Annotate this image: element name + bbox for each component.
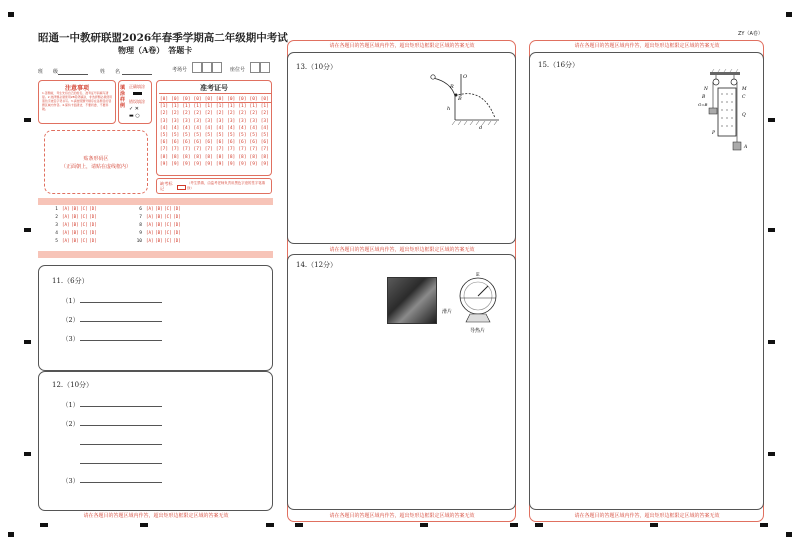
q12-part-3: （3） — [62, 477, 80, 485]
class-field[interactable] — [58, 74, 88, 75]
ticket-digit-bubble[interactable]: [3] — [238, 118, 247, 124]
ticket-digit-bubble[interactable]: [7] — [171, 147, 180, 153]
mc-option-bubble[interactable]: [A] — [62, 214, 70, 219]
ticket-digit-bubble[interactable]: [4] — [260, 125, 269, 131]
q11-part-1: （1） — [62, 297, 80, 305]
timing-mark — [24, 118, 31, 122]
timing-mark — [768, 340, 775, 344]
ticket-digit-column[interactable] — [249, 96, 259, 168]
ticket-digit-bubble[interactable]: [6] — [204, 140, 213, 146]
mc-option-bubble[interactable]: [A] — [146, 214, 154, 219]
correct-fill-mark — [133, 92, 142, 95]
ticket-digit-column[interactable] — [181, 96, 191, 168]
mc-option-bubble[interactable]: [A] — [146, 238, 154, 243]
ticket-digit-bubble[interactable]: [3] — [215, 118, 225, 124]
mc-option-bubble[interactable]: [D] — [89, 222, 97, 227]
mc-option-bubble[interactable]: [D] — [89, 206, 97, 211]
multiple-choice-block — [38, 206, 273, 248]
mc-row — [128, 214, 182, 220]
q11-answer-line-2[interactable] — [80, 321, 162, 322]
ticket-digit-bubble[interactable]: [9] — [215, 161, 225, 167]
ticket-digit-bubble[interactable]: [0] — [204, 97, 213, 102]
ticket-digit-bubble[interactable]: [7] — [204, 147, 213, 153]
mc-question-number: 10 — [136, 239, 142, 244]
ticket-digit-bubble[interactable]: [8] — [204, 154, 213, 160]
registration-mark — [786, 12, 792, 17]
ticket-digit-bubble[interactable]: [2] — [249, 111, 258, 117]
mc-question-number: 2 — [55, 215, 58, 220]
timing-mark — [768, 118, 775, 122]
ticket-digit-bubble[interactable]: [4] — [193, 125, 202, 131]
mc-option-bubble[interactable]: [A] — [62, 230, 70, 235]
ticket-digit-bubble[interactable]: [1] — [249, 104, 258, 110]
q12-part-1: （1） — [62, 401, 80, 409]
q15-label-q: Q — [742, 113, 746, 118]
timing-mark — [535, 523, 543, 527]
wrong-fill-label: 错误填涂 — [129, 99, 145, 104]
ticket-title: 准考证号 — [200, 84, 228, 92]
mc-option-bubble[interactable]: [A] — [62, 206, 70, 211]
ticket-digit-bubble[interactable]: [2] — [193, 111, 202, 117]
answer-zone-warning: 请在各题目的答题区域内作答，超出矩形边框限定区域的答案无效 — [329, 247, 475, 253]
q13-label-d: d — [479, 125, 483, 130]
ticket-digit-bubble[interactable]: [2] — [182, 111, 191, 117]
ticket-digit-bubble[interactable]: [1] — [260, 104, 269, 110]
ticket-digit-bubble[interactable]: [6] — [193, 140, 202, 146]
mc-footer-band — [38, 251, 273, 258]
ticket-digit-bubble[interactable]: [2] — [215, 111, 225, 117]
ticket-digit-column[interactable] — [215, 96, 225, 168]
seat-no-box[interactable] — [250, 62, 260, 73]
ticket-digit-bubble[interactable]: [3] — [193, 118, 202, 124]
mc-question-number: 8 — [139, 223, 142, 228]
absent-label: 缺考标记 — [160, 181, 173, 191]
mc-option-bubble[interactable]: [D] — [173, 214, 181, 219]
ticket-digit-bubble[interactable]: [0] — [238, 97, 247, 102]
absent-bubble[interactable] — [177, 185, 186, 190]
q14-gauge-diagram — [440, 270, 510, 335]
q12-panel — [38, 371, 273, 511]
class-label: 班 级 — [38, 69, 59, 75]
mc-row — [128, 230, 182, 236]
q12-title: 12.（10分） — [52, 381, 94, 389]
mc-option-bubble[interactable]: [D] — [173, 238, 181, 243]
mc-option-bubble[interactable]: [C] — [164, 222, 172, 227]
absent-box — [156, 178, 272, 194]
ticket-digit-bubble[interactable]: [8] — [215, 154, 225, 160]
mc-option-bubble[interactable]: [C] — [80, 238, 88, 243]
q15-label-c: C — [742, 95, 746, 100]
q15-label-gb: G=B — [698, 102, 708, 107]
notes-box — [38, 80, 116, 124]
ticket-digit-bubble[interactable]: [1] — [215, 104, 225, 110]
timing-mark — [24, 228, 31, 232]
ticket-digit-bubble[interactable]: [6] — [215, 140, 225, 146]
ticket-digit-bubble[interactable]: [1] — [238, 104, 247, 110]
q13-label-r: R — [450, 84, 454, 90]
ticket-digit-bubble[interactable]: [2] — [238, 111, 247, 117]
timing-mark — [650, 523, 658, 527]
timing-mark — [760, 523, 768, 527]
timing-mark — [266, 523, 274, 527]
answer-zone-warning: 请在各题目的答题区域内作答，超出矩形边框限定区域的答案无效 — [83, 513, 229, 519]
ticket-digit-bubble[interactable]: [6] — [171, 140, 180, 146]
mc-option-bubble[interactable]: [A] — [146, 230, 154, 235]
mc-option-bubble[interactable]: [C] — [164, 238, 172, 243]
mc-option-bubble[interactable]: [A] — [62, 222, 70, 227]
mc-question-number: 6 — [139, 207, 142, 212]
answer-zone-warning: 请在各题目的答题区域内作答，超出矩形边框限定区域的答案无效 — [574, 43, 720, 49]
mc-option-bubble[interactable]: [B] — [155, 206, 163, 211]
mc-option-bubble[interactable]: [B] — [155, 222, 163, 227]
exam-no-label: 考场号 — [172, 67, 188, 73]
absent-note: （考生禁填，由监考老师负责用黑色字迹的签字笔填涂） — [187, 181, 265, 190]
seat-no-label: 座位号 — [230, 67, 246, 73]
ticket-digit-bubble[interactable]: [0] — [182, 97, 191, 102]
ticket-digit-bubble[interactable]: [9] — [193, 161, 202, 167]
q15-label-n: N — [704, 87, 708, 92]
mc-option-bubble[interactable]: [A] — [146, 206, 154, 211]
mc-row — [44, 222, 98, 228]
wrong-fill-marks: ✓ ✕ ▬ ○ — [129, 106, 140, 119]
ticket-digit-bubble[interactable]: [7] — [182, 147, 191, 153]
ticket-digit-bubble[interactable]: [8] — [182, 154, 191, 160]
mc-question-number: 7 — [139, 215, 142, 220]
ticket-digit-bubble[interactable]: [3] — [171, 118, 180, 124]
ticket-digit-bubble[interactable]: [0] — [249, 97, 258, 102]
exam-title: 昭通一中教研联盟2026年春季学期高二年级期中考试 — [38, 32, 288, 44]
ticket-digit-bubble[interactable]: [9] — [260, 161, 269, 167]
mc-option-bubble[interactable]: [D] — [89, 214, 97, 219]
mc-option-bubble[interactable]: [B] — [71, 214, 79, 219]
mc-option-bubble[interactable]: [B] — [155, 230, 163, 235]
ticket-digit-bubble[interactable]: [6] — [227, 140, 236, 146]
answer-zone-warning: 请在各题目的答题区域内作答，超出矩形边框限定区域的答案无效 — [329, 43, 475, 49]
ticket-digit-columns[interactable] — [158, 96, 270, 174]
ticket-digit-bubble[interactable]: [3] — [260, 118, 269, 124]
ticket-digit-bubble[interactable]: [9] — [227, 161, 236, 167]
q15-label-m: M — [742, 87, 747, 92]
ticket-digit-bubble[interactable]: [4] — [227, 125, 236, 131]
mc-option-bubble[interactable]: [C] — [164, 206, 172, 211]
fill-example-box — [118, 80, 152, 124]
ticket-digit-bubble[interactable]: [7] — [227, 147, 236, 153]
name-field[interactable] — [122, 74, 152, 75]
mc-question-number: 4 — [55, 231, 58, 236]
ticket-digit-column[interactable] — [226, 96, 236, 168]
q12-answer-line-2b[interactable] — [80, 444, 162, 445]
q11-answer-line-1[interactable] — [80, 302, 162, 303]
ticket-digit-bubble[interactable]: [6] — [182, 140, 191, 146]
name-label: 姓 名 — [100, 69, 121, 75]
ticket-digit-bubble[interactable]: [4] — [249, 125, 258, 131]
ticket-digit-column[interactable] — [193, 96, 203, 168]
ticket-digit-bubble[interactable]: [6] — [159, 140, 169, 146]
mc-option-bubble[interactable]: [B] — [71, 230, 79, 235]
ticket-digit-bubble[interactable]: [1] — [171, 104, 180, 110]
notes-body: 1.答题前，考生先将自己的姓名、准考证号码填写清楚。2.选择题必须使用2B铅笔填涂，非选择题必须使用黑色字迹签字笔书写。3.请按照题号顺序在各题目的答题区域内作答。4.保持卡面清洁，不要折叠、不要弄破。 — [42, 91, 113, 111]
q13-label-b: B — [458, 96, 462, 102]
mc-option-bubble[interactable]: [C] — [80, 206, 88, 211]
barcode-instruction: （正面朝上，请贴在虚线框内） — [60, 164, 131, 170]
mc-option-bubble[interactable]: [A] — [62, 238, 70, 243]
ticket-digit-bubble[interactable]: [8] — [159, 154, 169, 160]
q14-label-plate: 导热片 — [470, 328, 486, 334]
mc-option-bubble[interactable]: [D] — [89, 238, 97, 243]
mc-question-number: 9 — [139, 231, 142, 236]
ticket-digit-bubble[interactable]: [5] — [204, 133, 213, 139]
exam-no-box[interactable] — [212, 62, 222, 73]
timing-mark — [510, 523, 518, 527]
answer-zone-warning: 请在各题目的答题区域内作答，超出矩形边框限定区域的答案无效 — [329, 513, 475, 519]
ticket-digit-bubble[interactable]: [6] — [238, 140, 247, 146]
ticket-digit-bubble[interactable]: [8] — [193, 154, 202, 160]
ticket-digit-bubble[interactable]: [7] — [249, 147, 258, 153]
ticket-digit-bubble[interactable]: [7] — [260, 147, 269, 153]
mc-option-bubble[interactable]: [B] — [71, 238, 79, 243]
q12-answer-line-3[interactable] — [80, 482, 162, 483]
q12-part-2: （2） — [62, 420, 80, 428]
ticket-digit-bubble[interactable]: [5] — [193, 133, 202, 139]
mc-option-bubble[interactable]: [C] — [164, 214, 172, 219]
q11-answer-line-3[interactable] — [80, 340, 162, 341]
ticket-digit-bubble[interactable]: [9] — [171, 161, 180, 167]
q11-part-3: （3） — [62, 335, 80, 343]
ticket-digit-bubble[interactable]: [5] — [238, 133, 247, 139]
ticket-digit-bubble[interactable]: [0] — [171, 97, 180, 102]
ticket-digit-bubble[interactable]: [3] — [227, 118, 236, 124]
ticket-digit-bubble[interactable]: [2] — [171, 111, 180, 117]
ticket-digit-bubble[interactable]: [7] — [159, 147, 169, 153]
mc-option-bubble[interactable]: [B] — [155, 238, 163, 243]
q11-title: 11.（6分） — [52, 277, 89, 285]
registration-mark — [8, 12, 14, 17]
mc-option-bubble[interactable]: [A] — [146, 222, 154, 227]
q13-label-o: O — [463, 74, 468, 80]
ticket-digit-bubble[interactable]: [5] — [182, 133, 191, 139]
notes-title: 注意事项 — [64, 85, 89, 92]
registration-mark — [8, 532, 14, 537]
ticket-digit-column[interactable] — [237, 96, 247, 168]
answer-zone-warning: 请在各题目的答题区域内作答，超出矩形边框限定区域的答案无效 — [574, 513, 720, 519]
timing-mark — [140, 523, 148, 527]
mc-option-bubble[interactable]: [C] — [164, 230, 172, 235]
timing-mark — [768, 452, 775, 456]
ticket-digit-bubble[interactable]: [8] — [171, 154, 180, 160]
mc-row — [128, 206, 182, 212]
ticket-digit-bubble[interactable]: [0] — [215, 97, 225, 102]
ticket-digit-bubble[interactable]: [3] — [159, 118, 169, 124]
mc-row — [44, 214, 98, 220]
exam-no-box[interactable] — [192, 62, 202, 73]
ticket-digit-bubble[interactable]: [8] — [227, 154, 236, 160]
correct-fill-label: 正确填涂 — [129, 84, 145, 89]
ticket-digit-bubble[interactable]: [5] — [159, 133, 169, 139]
ticket-digit-bubble[interactable]: [1] — [204, 104, 213, 110]
q12-answer-line-2[interactable] — [80, 425, 162, 426]
ticket-digit-column[interactable] — [170, 96, 180, 168]
ticket-digit-bubble[interactable]: [4] — [204, 125, 213, 131]
ticket-digit-bubble[interactable]: [7] — [215, 147, 225, 153]
ticket-digit-bubble[interactable]: [1] — [159, 104, 169, 110]
ticket-digit-bubble[interactable]: [0] — [260, 97, 269, 102]
ticket-digit-bubble[interactable]: [2] — [204, 111, 213, 117]
ticket-digit-bubble[interactable]: [4] — [182, 125, 191, 131]
timing-mark — [24, 340, 31, 344]
corner-code: ZY（A卷） — [738, 31, 763, 37]
q13-diagram — [425, 68, 505, 130]
ticket-digit-bubble[interactable]: [5] — [171, 133, 180, 139]
mc-option-bubble[interactable]: [B] — [71, 222, 79, 227]
ticket-digit-bubble[interactable]: [2] — [260, 111, 269, 117]
ticket-digit-bubble[interactable]: [2] — [159, 111, 169, 117]
mc-question-number: 3 — [55, 223, 58, 228]
ticket-digit-column[interactable] — [159, 96, 169, 168]
timing-mark — [420, 523, 428, 527]
seat-no-box[interactable] — [260, 62, 270, 73]
mc-option-bubble[interactable]: [D] — [89, 230, 97, 235]
ticket-digit-bubble[interactable]: [3] — [204, 118, 213, 124]
q15-diagram — [698, 68, 756, 158]
ticket-digit-bubble[interactable]: [1] — [193, 104, 202, 110]
ticket-digit-bubble[interactable]: [6] — [249, 140, 258, 146]
q13-label-h: h — [447, 106, 451, 112]
mc-question-number: 5 — [55, 239, 58, 244]
registration-mark — [786, 532, 792, 537]
q15-label-a: A — [744, 145, 748, 150]
ticket-digit-bubble[interactable]: [4] — [215, 125, 225, 131]
q13-title: 13.（10分） — [296, 63, 338, 71]
ticket-digit-bubble[interactable]: [7] — [193, 147, 202, 153]
ticket-digit-bubble[interactable]: [5] — [260, 133, 269, 139]
ticket-digit-column[interactable] — [204, 96, 214, 168]
q15-title: 15.（16分） — [538, 61, 580, 69]
ticket-digit-bubble[interactable]: [9] — [249, 161, 258, 167]
ticket-digit-column[interactable] — [260, 96, 270, 168]
ticket-digit-bubble[interactable]: [1] — [182, 104, 191, 110]
mc-option-bubble[interactable]: [B] — [155, 214, 163, 219]
exam-no-box[interactable] — [202, 62, 212, 73]
q14-photo — [387, 277, 437, 324]
mc-option-bubble[interactable]: [C] — [80, 214, 88, 219]
mc-question-number: 1 — [55, 207, 58, 212]
ticket-digit-bubble[interactable]: [6] — [260, 140, 269, 146]
barcode-label: 贴条形码区 — [83, 156, 109, 162]
ticket-digit-bubble[interactable]: [9] — [159, 161, 169, 167]
ticket-digit-bubble[interactable]: [4] — [171, 125, 180, 131]
q12-answer-line-1[interactable] — [80, 406, 162, 407]
mc-row — [128, 238, 182, 244]
ticket-digit-bubble[interactable]: [4] — [238, 125, 247, 131]
ticket-digit-bubble[interactable]: [0] — [193, 97, 202, 102]
ticket-digit-bubble[interactable]: [2] — [227, 111, 236, 117]
ticket-digit-bubble[interactable]: [8] — [238, 154, 247, 160]
timing-mark — [24, 452, 31, 456]
ticket-digit-bubble[interactable]: [4] — [159, 125, 169, 131]
ticket-digit-bubble[interactable]: [9] — [204, 161, 213, 167]
mc-row — [128, 222, 182, 228]
q15-label-p: P — [712, 131, 716, 136]
ticket-digit-bubble[interactable]: [9] — [182, 161, 191, 167]
ticket-digit-bubble[interactable]: [9] — [238, 161, 247, 167]
mc-option-bubble[interactable]: [C] — [80, 230, 88, 235]
mc-option-bubble[interactable]: [C] — [80, 222, 88, 227]
timing-mark — [768, 228, 775, 232]
ticket-digit-bubble[interactable]: [5] — [249, 133, 258, 139]
q14-title: 14.（12分） — [296, 261, 338, 269]
q14-label-slider: 滑片 — [442, 309, 453, 315]
exam-subtitle: 物理（A卷） 答题卡 — [118, 45, 193, 55]
ticket-digit-bubble[interactable]: [5] — [227, 133, 236, 139]
q12-answer-line-2c[interactable] — [80, 463, 162, 464]
timing-mark — [40, 523, 48, 527]
mc-row — [44, 238, 98, 244]
mc-header-band — [38, 198, 273, 205]
ticket-digit-bubble[interactable]: [0] — [227, 97, 236, 102]
fill-example-label: 填涂样例 — [120, 85, 126, 109]
ticket-digit-bubble[interactable]: [3] — [249, 118, 258, 124]
mc-option-bubble[interactable]: [D] — [173, 230, 181, 235]
ticket-digit-bubble[interactable]: [8] — [260, 154, 269, 160]
mc-option-bubble[interactable]: [D] — [173, 206, 181, 211]
ticket-digit-bubble[interactable]: [3] — [182, 118, 191, 124]
mc-row — [44, 206, 98, 212]
mc-option-bubble[interactable]: [D] — [173, 222, 181, 227]
mc-row — [44, 230, 98, 236]
ticket-digit-bubble[interactable]: [7] — [238, 147, 247, 153]
ticket-digit-bubble[interactable]: [8] — [249, 154, 258, 160]
barcode-area — [44, 130, 148, 194]
q15-label-b: B — [702, 95, 706, 100]
q11-part-2: （2） — [62, 316, 80, 324]
ticket-digit-bubble[interactable]: [0] — [159, 97, 169, 102]
mc-option-bubble[interactable]: [B] — [71, 206, 79, 211]
q14-label-e: E — [476, 272, 480, 278]
ticket-digit-bubble[interactable]: [1] — [227, 104, 236, 110]
ticket-digit-bubble[interactable]: [5] — [215, 133, 225, 139]
timing-mark — [295, 523, 303, 527]
